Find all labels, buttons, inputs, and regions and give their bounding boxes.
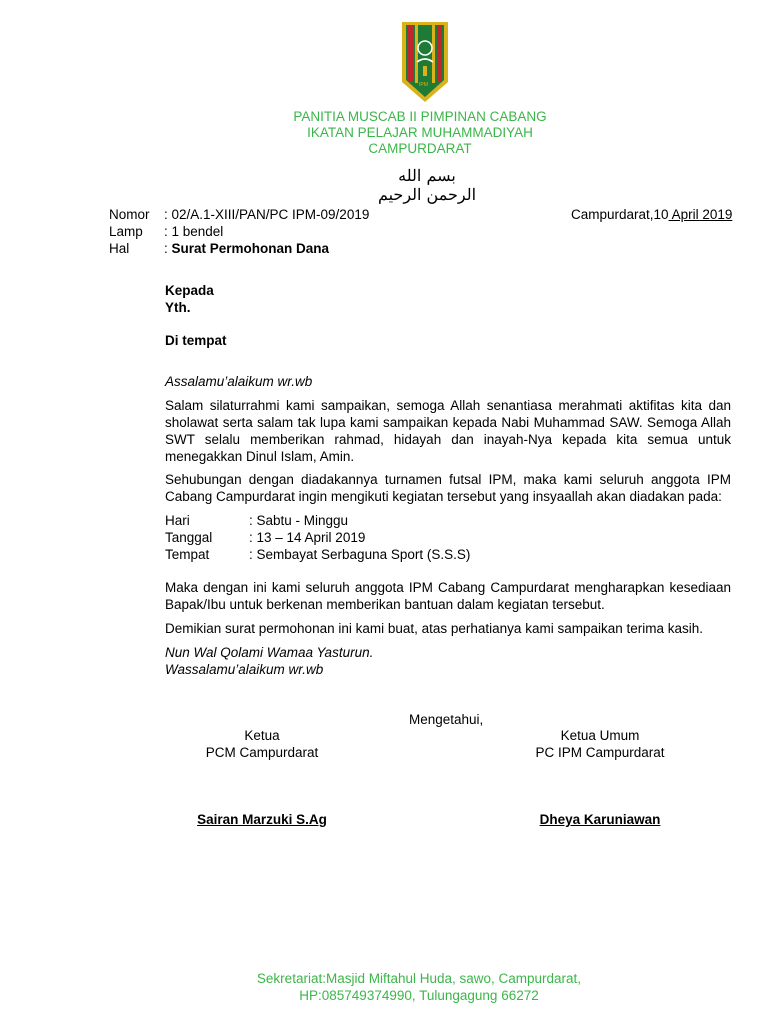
yth: Yth. bbox=[165, 300, 191, 315]
greeting: Assalamu’alaikum wr.wb bbox=[165, 374, 313, 389]
right-title-2: PC IPM Campurdarat bbox=[535, 745, 665, 760]
lamp-value: : 1 bendel bbox=[164, 224, 224, 239]
right-title-1: Ketua Umum bbox=[560, 728, 640, 743]
kepada: Kepada bbox=[165, 283, 214, 298]
header-line-1: PANITIA MUSCAB II PIMPINAN CABANG bbox=[293, 109, 547, 124]
right-signer-name: Dheya Karuniawan bbox=[539, 812, 661, 827]
date-month: April 2019 bbox=[668, 207, 733, 222]
ipm-logo bbox=[402, 22, 448, 102]
footer-line-1: Sekretariat:Masjid Miftahul Huda, sawo, Campurdarat, bbox=[256, 971, 582, 986]
left-title-2: PCM Campurdarat bbox=[205, 745, 319, 760]
logo-letters: IPM bbox=[419, 82, 428, 88]
hal-value: Surat Permohonan Dana bbox=[171, 241, 330, 256]
event-tanggal-label: Tanggal bbox=[165, 530, 213, 545]
footer-line-2: HP:085749374990, Tulungagung 66272 bbox=[299, 988, 539, 1003]
lamp-label: Lamp bbox=[109, 224, 143, 239]
basmalah-calligraphy: بسم الله الرحمن الرحيم bbox=[377, 166, 477, 204]
closing-2: Wassalamu’alaikum wr.wb bbox=[165, 662, 324, 677]
event-tempat-label: Tempat bbox=[165, 547, 210, 562]
paragraph-2: Sehubungan dengan diadakannya turnamen futsal IPM, maka kami seluruh anggota IPM Cabang Campurdarat ingin mengikuti kegiatan tersebut yang insyaallah akan diadakan pada: bbox=[165, 472, 731, 504]
nomor-label: Nomor bbox=[109, 207, 150, 222]
paragraph-4: Demikian surat permohonan ini kami buat, atas perhatianya kami sampaikan terima kasih. bbox=[165, 621, 704, 636]
closing-1: Nun Wal Qolami Wamaa Yasturun. bbox=[165, 645, 374, 660]
header-line-2: IKATAN PELAJAR MUHAMMADIYAH bbox=[307, 125, 533, 140]
left-title-1: Ketua bbox=[244, 728, 280, 743]
hal-line bbox=[164, 240, 329, 257]
event-hari-value: : Sabtu - Minggu bbox=[249, 513, 349, 528]
paragraph-3: Maka dengan ini kami seluruh anggota IPM Cabang Campurdarat mengharapkan kesediaan Bapak/Ibu untuk berkenan memberikan bantuan dalam kegiatan tersebut. bbox=[165, 580, 731, 612]
event-tempat-value: : Sembayat Serbaguna Sport (S.S.S) bbox=[249, 547, 471, 562]
event-hari-label: Hari bbox=[165, 513, 190, 528]
mengetahui: Mengetahui, bbox=[409, 712, 484, 727]
event-tanggal-value: : 13 – 14 April 2019 bbox=[249, 530, 366, 545]
place-date-text: Campurdarat,10 bbox=[571, 207, 669, 222]
ipm-logo-emblem-icon bbox=[402, 22, 448, 102]
nomor-value: : 02/A.1-XIII/PAN/PC IPM-09/2019 bbox=[164, 207, 370, 222]
header-line-3: CAMPURDARAT bbox=[368, 141, 472, 156]
paragraph-1: Salam silaturrahmi kami sampaikan, semoga Allah senantiasa merahmati aktifitas kita dan sholawat serta salam tak lupa kami sampaikan kepada Nabi Muhammad SAW. Semoga Allah SWT selalu memberikan rahmad, hidayah dan inayah-Nya kepada kita semua untuk menegakkan Dinul Islam, Amin. bbox=[165, 398, 731, 464]
left-signer-name: Sairan Marzuki S.Ag bbox=[197, 812, 327, 827]
di-tempat: Di tempat bbox=[165, 333, 227, 348]
hal-colon: : bbox=[164, 241, 172, 256]
place-date bbox=[571, 206, 732, 223]
hal-label: Hal bbox=[109, 241, 130, 256]
